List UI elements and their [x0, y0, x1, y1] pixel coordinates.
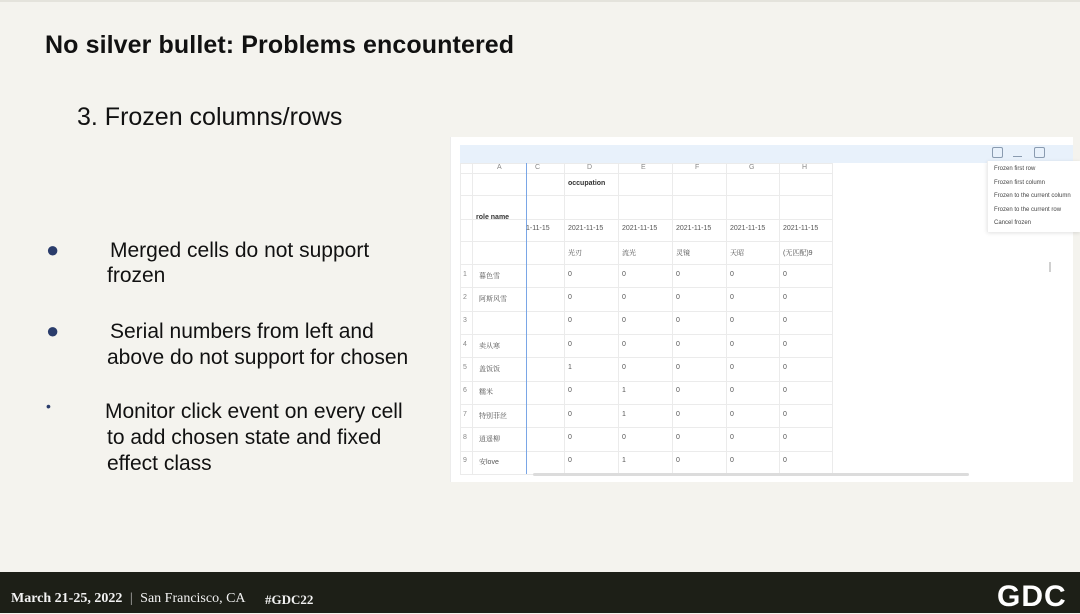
occupation-cell: 光刃 [568, 250, 582, 257]
value-cell: 0 [622, 271, 626, 278]
role-name-cell: 暮色雪 [479, 273, 500, 280]
copy-icon[interactable] [1034, 147, 1045, 158]
value-cell: 0 [730, 317, 734, 324]
value-cell: 0 [622, 294, 626, 301]
lock-icon[interactable] [992, 147, 1003, 158]
vertical-scrollbar[interactable] [1049, 262, 1051, 272]
value-cell: 0 [622, 364, 626, 371]
value-cell: 0 [676, 317, 680, 324]
value-cell: 0 [568, 434, 572, 441]
row-number: 1 [463, 271, 467, 278]
slide-subtitle: 3. Frozen columns/rows [77, 103, 343, 131]
value-cell: 0 [676, 294, 680, 301]
grid-line [460, 427, 833, 428]
column-header: A [497, 164, 502, 171]
date-cell: 1-11-15 [526, 225, 550, 232]
row-number: 7 [463, 411, 467, 418]
bullet-3-line-3: effect class [107, 452, 212, 475]
value-cell: 0 [730, 294, 734, 301]
value-cell: 0 [783, 294, 787, 301]
occupation-cell: (无匹配)9 [783, 250, 813, 257]
value-cell: 0 [783, 271, 787, 278]
menu-item-frozen-to-the-current-column[interactable]: Frozen to the current column [994, 193, 1071, 199]
grid-line [672, 163, 673, 474]
bullet-2-line-1: Serial numbers from left and [110, 320, 374, 343]
bullet-1-line-1: Merged cells do not support [110, 239, 370, 262]
grid-line [726, 163, 727, 474]
role-name-cell: 糯米 [479, 389, 493, 396]
grid-line [460, 173, 833, 174]
column-header: F [695, 164, 700, 171]
role-name-header: role name [476, 214, 510, 221]
value-cell: 0 [676, 271, 680, 278]
value-cell: 0 [730, 387, 734, 394]
grid-line [460, 163, 833, 164]
column-header: H [802, 164, 808, 171]
value-cell: 0 [622, 317, 626, 324]
frozen-column-divider [526, 163, 527, 474]
occupation-cell: 灵镜 [676, 250, 690, 257]
value-cell: 0 [622, 434, 626, 441]
value-cell: 0 [676, 434, 680, 441]
top-border [0, 0, 1080, 2]
grid-line [460, 451, 833, 452]
grid-line [460, 311, 833, 312]
date-cell: 2021-11-15 [568, 225, 604, 232]
value-cell: 0 [730, 364, 734, 371]
bullet-3-line-1: Monitor click event on every cell [105, 400, 403, 423]
row-number: 3 [463, 317, 467, 324]
value-cell: 0 [676, 387, 680, 394]
footer-event-info [11, 591, 246, 607]
menu-item-cancel-frozen[interactable]: Cancel frozen [994, 220, 1032, 226]
gdc-logo: GDC [997, 580, 1067, 613]
role-name-cell: 阿斯风雪 [479, 296, 507, 303]
value-cell: 1 [622, 411, 626, 418]
row-number: 2 [463, 294, 467, 301]
bullet-1-line-2: frozen [107, 264, 166, 287]
value-cell: 0 [730, 271, 734, 278]
bullet-2-line-2: above do not support for chosen [107, 346, 409, 369]
menu-item-frozen-first-column[interactable]: Frozen first column [994, 179, 1046, 186]
value-cell: 0 [568, 457, 572, 464]
grid-line [460, 381, 833, 382]
frozen-menu [987, 161, 1080, 232]
grid-line [460, 287, 833, 288]
grid-line [460, 241, 833, 242]
footer-separator: | [129, 591, 133, 606]
value-cell: 0 [568, 317, 572, 324]
grid-line [460, 357, 833, 358]
value-cell: 0 [783, 434, 787, 441]
value-cell: 0 [568, 341, 572, 348]
role-name-cell: 逍遥柳 [479, 436, 500, 443]
value-cell: 0 [676, 411, 680, 418]
bullet-dot: • [46, 398, 51, 414]
grid-line [460, 195, 833, 196]
bullet-dot: ● [46, 237, 60, 262]
value-cell: 1 [622, 387, 626, 394]
slide-title: No silver bullet: Problems encountered [45, 31, 515, 59]
role-name-cell: 特别菲丝 [479, 413, 507, 420]
menu-item-frozen-first-row[interactable]: Frozen first row [994, 166, 1036, 172]
value-cell: 0 [568, 411, 572, 418]
value-cell: 0 [676, 341, 680, 348]
event-hashtag: #GDC22 [265, 592, 314, 607]
row-number: 4 [463, 341, 467, 348]
value-cell: 0 [568, 387, 572, 394]
row-number: 8 [463, 434, 467, 441]
value-cell: 0 [783, 387, 787, 394]
horizontal-scrollbar[interactable] [533, 473, 969, 476]
grid-line [618, 163, 619, 474]
value-cell: 0 [568, 294, 572, 301]
grid-line [460, 163, 461, 474]
column-header: C [535, 164, 541, 171]
role-name-cell: 盖饭饭 [479, 366, 500, 373]
occupation-header: occupation [568, 180, 606, 187]
value-cell: 0 [730, 411, 734, 418]
bullet-3-line-2: to add chosen state and fixed [107, 426, 382, 449]
occupation-cell: 天昭 [730, 250, 744, 257]
value-cell: 0 [676, 457, 680, 464]
sheet-toolbar [460, 145, 1073, 163]
grid-line [832, 163, 833, 474]
value-cell: 0 [730, 457, 734, 464]
value-cell: 0 [676, 364, 680, 371]
date-cell: 2021-11-15 [676, 225, 712, 232]
value-cell: 1 [568, 364, 572, 371]
value-cell: 0 [783, 317, 787, 324]
value-cell: 0 [622, 341, 626, 348]
grid-line [564, 163, 565, 474]
grid-line [460, 264, 833, 265]
column-header: G [749, 164, 755, 171]
date-cell: 2021-11-15 [622, 225, 658, 232]
value-cell: 0 [730, 341, 734, 348]
grid-line [472, 163, 473, 474]
menu-item-frozen-to-the-current-row[interactable]: Frozen to the current row [994, 206, 1062, 213]
event-date: March 21-25, 2022 [11, 591, 123, 606]
grid-line [460, 404, 833, 405]
row-number: 9 [463, 457, 467, 464]
grid-line [460, 334, 833, 335]
column-header: E [641, 164, 646, 171]
column-header: D [587, 164, 593, 171]
grid-line [779, 163, 780, 474]
occupation-cell: 流光 [622, 250, 636, 257]
date-cell: 2021-11-15 [783, 225, 819, 232]
row-number: 5 [463, 364, 467, 371]
spreadsheet-screenshot [450, 137, 1073, 482]
value-cell: 0 [730, 434, 734, 441]
value-cell: 0 [568, 271, 572, 278]
value-cell: 0 [783, 411, 787, 418]
download-icon[interactable] [1013, 147, 1022, 157]
value-cell: 0 [783, 364, 787, 371]
date-cell: 2021-11-15 [730, 225, 766, 232]
bullet-dot: ● [46, 318, 60, 343]
grid-line [460, 219, 833, 220]
event-location: San Francisco, CA [140, 591, 246, 606]
row-number: 6 [463, 387, 467, 394]
value-cell: 0 [783, 341, 787, 348]
spreadsheet-grid [460, 163, 833, 475]
value-cell: 0 [783, 457, 787, 464]
value-cell: 1 [622, 457, 626, 464]
role-name-cell: 卖从寒 [479, 343, 500, 350]
role-name-cell: 安love [479, 459, 499, 466]
